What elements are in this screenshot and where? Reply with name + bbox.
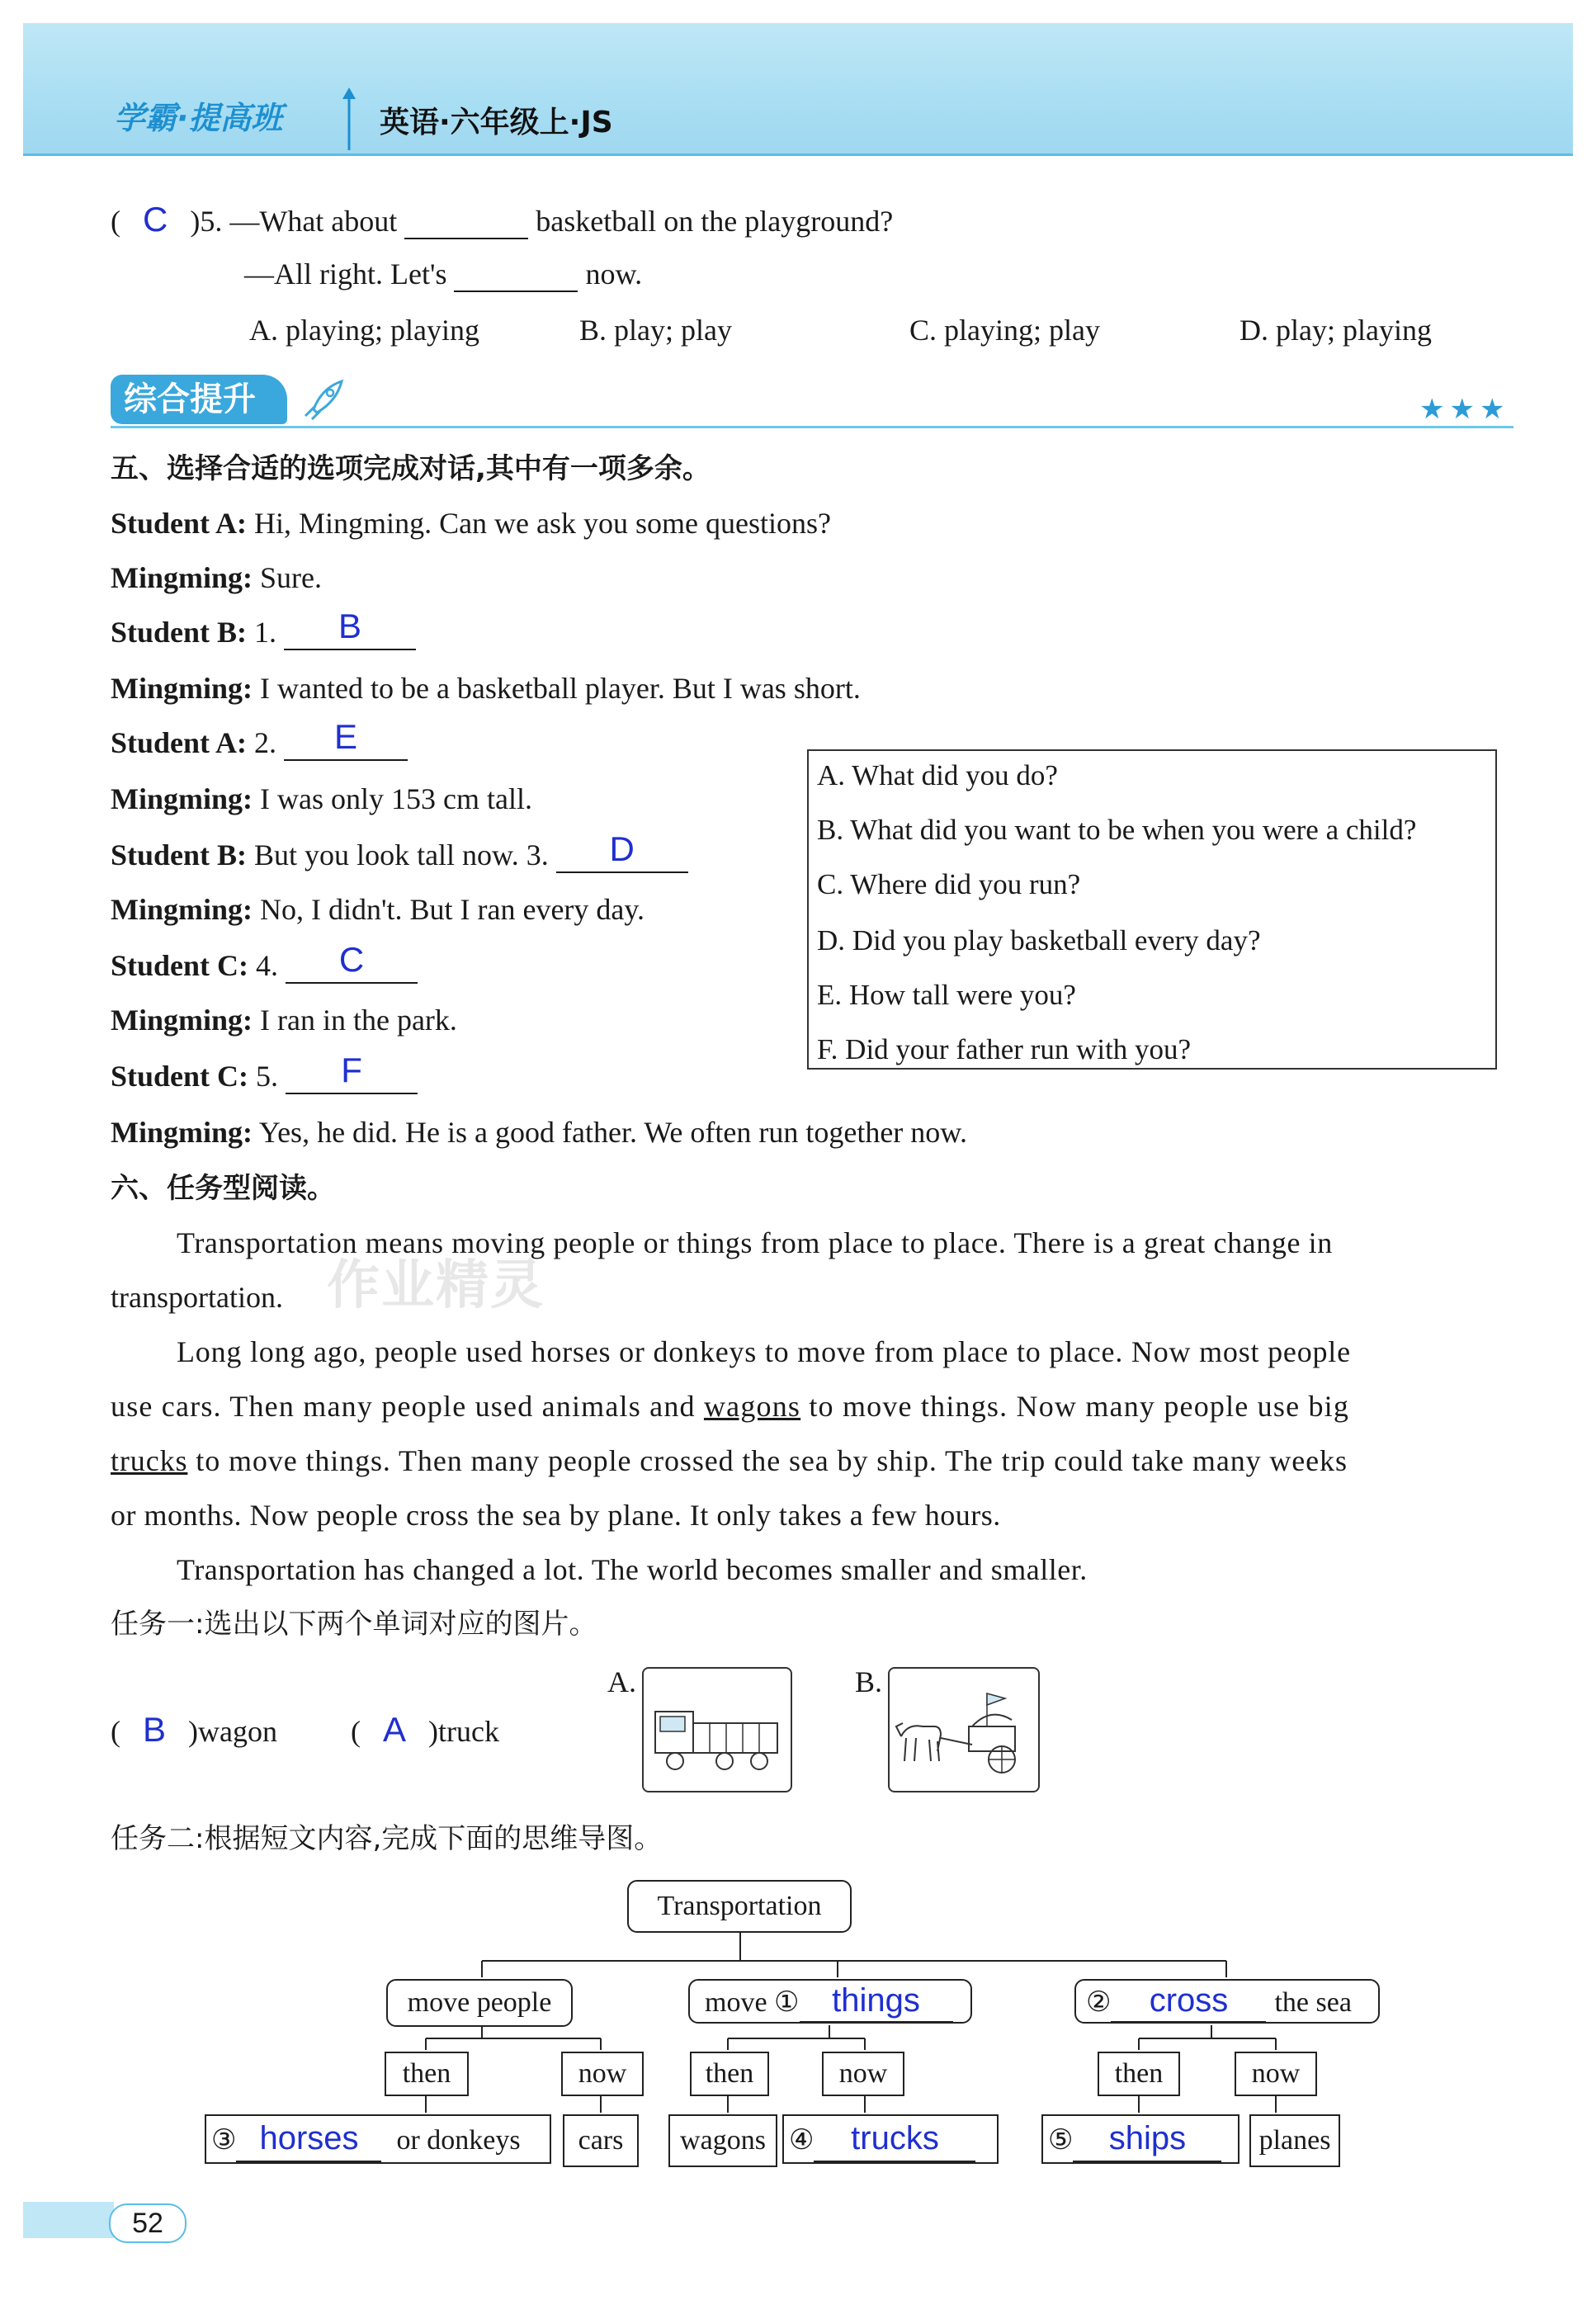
leaf5-answer: ships <box>1108 2120 1187 2156</box>
then-box-2: then <box>690 2052 769 2096</box>
speaker: Student B: <box>111 838 248 871</box>
para3-line: Transportation has changed a lot. The world becomes smaller and smaller. <box>177 1553 1088 1586</box>
leaf3-post: or donkeys <box>396 2125 521 2156</box>
watermark: 作业精灵 <box>327 1255 545 1316</box>
then-box-3: then <box>1098 2052 1180 2096</box>
footer-band <box>23 2202 114 2238</box>
now-box-1: now <box>561 2052 644 2096</box>
q5-number: 5. <box>200 205 223 238</box>
dialogue-text: 1. <box>254 616 277 649</box>
para2-text: to move things. Then many people crossed the sea by ship. The trip could take many weeks <box>187 1444 1348 1477</box>
now-box-2: now <box>822 2052 904 2096</box>
section-banner-title: 综合提升 <box>124 380 256 418</box>
task1-word-2: )truck <box>428 1715 499 1748</box>
branch3-pre: ② <box>1086 1987 1112 2018</box>
mindmap-branch-move-people: move people <box>386 1979 573 2027</box>
answer-4: C <box>338 940 365 979</box>
dialogue-text: I ran in the park. <box>260 1004 457 1037</box>
para2-line1: Long long ago, people used horses or donkeys to move from place to place. Now most people <box>177 1335 1351 1368</box>
speaker: Student A: <box>111 726 248 759</box>
para2-text: to move things. Now many people use big <box>800 1390 1350 1423</box>
q5-option-d: D. play; playing <box>1239 314 1432 347</box>
q5-line2-pre: —All right. Let's <box>244 257 447 290</box>
leaf-cars: cars <box>563 2114 639 2167</box>
word-trucks: trucks <box>111 1444 188 1477</box>
q5-line1-post: basketball on the playground? <box>536 205 894 238</box>
q5-option-a: A. playing; playing <box>249 314 479 347</box>
option-f: F. Did your father run with you? <box>817 1033 1192 1065</box>
q5-line1-pre: —What about <box>229 205 398 238</box>
header-brand: 学霸·提高班 <box>114 100 283 136</box>
speaker: Mingming: <box>111 782 253 815</box>
branch2-answer: things <box>832 1982 920 2019</box>
section6-title: 六、任务型阅读。 <box>111 1172 335 1205</box>
leaf3-pre: ③ <box>211 2125 237 2156</box>
q5-answer: C <box>143 200 168 239</box>
q5-option-c: C. playing; play <box>909 314 1100 347</box>
para2-line4: or months. Now people cross the sea by plane. It only takes a few hours. <box>111 1499 1001 1532</box>
pic-b-label: B. <box>855 1665 883 1698</box>
dialogue-text: I was only 153 cm tall. <box>260 782 532 815</box>
difficulty-stars: ★★★ <box>1419 393 1510 426</box>
pic-a-label: A. <box>607 1665 636 1698</box>
leaf-wagons: wagons <box>668 2114 777 2167</box>
dialogue-text: But you look tall now. 3. <box>254 838 549 871</box>
task1-word-1: )wagon <box>188 1715 277 1748</box>
para2-text: use cars. Then many people used animals and <box>111 1390 704 1423</box>
then-box-1: then <box>385 2052 469 2096</box>
header-subject: 英语·六年级上·JS <box>380 106 613 139</box>
speaker: Student C: <box>111 1060 249 1093</box>
q5-option-b: B. play; play <box>579 314 732 347</box>
leaf4-answer: trucks <box>851 2120 939 2156</box>
option-d: D. Did you play basketball every day? <box>817 924 1261 956</box>
task2-title: 任务二:根据短文内容,完成下面的思维导图。 <box>111 1822 663 1855</box>
answer-5: F <box>341 1051 362 1089</box>
speaker: Student B: <box>111 616 248 649</box>
mindmap-root: Transportation <box>627 1880 852 1933</box>
branch3-answer: cross <box>1149 1982 1229 2019</box>
q5-line2-post: now. <box>585 257 643 290</box>
option-a: A. What did you do? <box>817 759 1058 791</box>
leaf-trucks <box>782 2114 999 2164</box>
speaker: Mingming: <box>111 893 253 926</box>
answer-3: D <box>609 829 635 868</box>
branch3-post: the sea <box>1274 1987 1352 2018</box>
speaker: Student C: <box>111 949 249 982</box>
word-wagons: wagons <box>703 1390 801 1423</box>
page-number: 52 <box>109 2203 187 2243</box>
dialogue-text: Hi, Mingming. Can we ask you some questions? <box>254 507 831 540</box>
dialogue-text: Yes, he did. He is a good father. We often run together now. <box>258 1116 967 1149</box>
leaf-planes: planes <box>1249 2114 1340 2167</box>
speaker: Mingming: <box>111 672 253 705</box>
speaker: Mingming: <box>111 561 253 594</box>
task1-answer-1: B <box>143 1710 167 1749</box>
mindmap-branch-move-things <box>688 1979 972 2024</box>
dialogue-text: 4. <box>256 949 279 982</box>
task1-answers: ( B )wagon ( A )truck <box>111 1710 499 1749</box>
para1-line2: transportation. <box>111 1281 283 1314</box>
leaf-horses <box>205 2114 551 2164</box>
leaf5-pre: ⑤ <box>1048 2125 1074 2156</box>
dialogue-text: Sure. <box>260 561 323 594</box>
option-c: C. Where did you run? <box>817 868 1081 900</box>
leaf4-pre: ④ <box>789 2125 815 2156</box>
dialogue-text: 5. <box>256 1060 279 1093</box>
speaker: Mingming: <box>111 1116 253 1149</box>
now-box-3: now <box>1235 2052 1317 2096</box>
task1-title: 任务一:选出以下两个单词对应的图片。 <box>111 1608 597 1641</box>
speaker: Mingming: <box>111 1004 253 1037</box>
dialogue-text: 2. <box>254 726 277 759</box>
section5-title: 五、选择合适的选项完成对话,其中有一项多余。 <box>111 452 711 485</box>
dialogue-text: I wanted to be a basketball player. But I was short. <box>260 672 861 705</box>
option-b: B. What did you want to be when you were a child? <box>817 814 1417 846</box>
leaf3-answer: horses <box>259 2120 359 2156</box>
q5-line1: ( C )5. —What about basketball on the playground? <box>111 200 894 239</box>
answer-1: B <box>338 607 362 645</box>
answer-2: E <box>334 717 358 756</box>
dialogue-text: No, I didn't. But I ran every day. <box>260 893 645 926</box>
task1-answer-2: A <box>382 1710 406 1749</box>
leaf-ships <box>1041 2114 1239 2164</box>
option-e: E. How tall were you? <box>817 979 1076 1011</box>
branch2-pre: move ① <box>705 1987 800 2018</box>
speaker: Student A: <box>111 507 248 540</box>
para1-line1: Transportation means moving people or things from place to place. There is a great change in <box>177 1226 1333 1259</box>
mindmap-branch-cross-sea <box>1074 1979 1380 2024</box>
